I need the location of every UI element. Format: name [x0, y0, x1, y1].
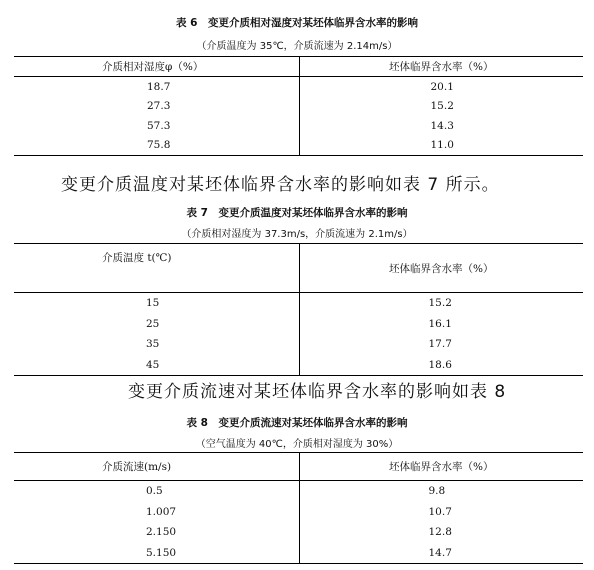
table-6 — [14, 56, 583, 156]
table-cell: 18.6 — [299, 355, 583, 376]
table-8-header-moisture: 坯体临界含水率（%） — [299, 453, 583, 481]
table-6-header-humidity: 介质相对湿度φ（%） — [14, 57, 299, 77]
table-cell: 15.2 — [299, 97, 583, 117]
table-cell: 5.150 — [14, 543, 299, 564]
table-cell: 2.150 — [146, 526, 177, 539]
table-cell: 15 — [146, 297, 160, 310]
table-cell: 11.0 — [299, 136, 583, 156]
table-row — [14, 522, 583, 543]
table-8-condition: （空气温度为 40℃，介质相对湿度为 30%） — [195, 439, 399, 450]
table-cell: 9.8 — [299, 481, 583, 502]
table-row — [14, 77, 583, 97]
table-cell: 27.3 — [147, 100, 171, 113]
table-8 — [14, 452, 583, 564]
table-7-header-temperature: 介质温度 t(℃) — [14, 244, 299, 293]
table-cell: 75.8 — [14, 136, 299, 156]
table-6-header-moisture: 坯体临界含水率（%） — [299, 57, 583, 77]
table-cell: 10.7 — [299, 502, 583, 523]
table-6-caption: 表 6 变更介质相对湿度对某坯体临界含水率的影响 — [176, 17, 418, 29]
table-cell: 17.7 — [299, 334, 583, 355]
table-row — [14, 481, 583, 502]
table-row — [14, 116, 583, 136]
table-8-header-flow-rate: 介质流速(m/s) — [14, 453, 299, 481]
table-row — [14, 543, 583, 564]
table-cell: 35 — [146, 338, 160, 351]
table-cell: 12.8 — [299, 522, 583, 543]
table-7 — [14, 243, 583, 376]
table-cell: 14.7 — [299, 543, 583, 564]
table-7-condition: （介质相对湿度为 37.3m/s，介质流速为 2.1m/s） — [181, 229, 413, 240]
table-cell: 20.1 — [299, 77, 583, 97]
table-cell: 15.2 — [299, 293, 583, 314]
table-row — [14, 97, 583, 117]
table-7-caption: 表 7 变更介质温度对某坯体临界含水率的影响 — [186, 207, 408, 219]
table-cell: 1.007 — [146, 505, 177, 518]
table-row — [14, 502, 583, 523]
table-row — [14, 314, 583, 335]
body-text-table-7-intro: 变更介质温度对某坯体临界含水率的影响如表 7 所示。 — [61, 175, 500, 195]
table-7-header-moisture: 坯体临界含水率（%） — [299, 244, 583, 293]
table-cell: 25 — [146, 317, 160, 330]
table-cell: 45 — [14, 355, 299, 376]
table-6-condition: （介质温度为 35℃，介质流速为 2.14m/s） — [196, 41, 398, 52]
table-cell: 16.1 — [299, 314, 583, 335]
table-cell: 14.3 — [299, 116, 583, 136]
table-cell: 18.7 — [147, 80, 171, 93]
table-row — [14, 355, 583, 376]
body-text-table-8-intro: 变更介质流速对某坯体临界含水率的影响如表 8 — [128, 382, 507, 402]
table-row — [14, 334, 583, 355]
table-cell: 57.3 — [147, 119, 171, 132]
table-row — [14, 136, 583, 156]
table-cell: 0.5 — [146, 485, 163, 498]
table-8-caption: 表 8 变更介质流速对某坯体临界含水率的影响 — [186, 417, 408, 429]
table-row — [14, 293, 583, 314]
